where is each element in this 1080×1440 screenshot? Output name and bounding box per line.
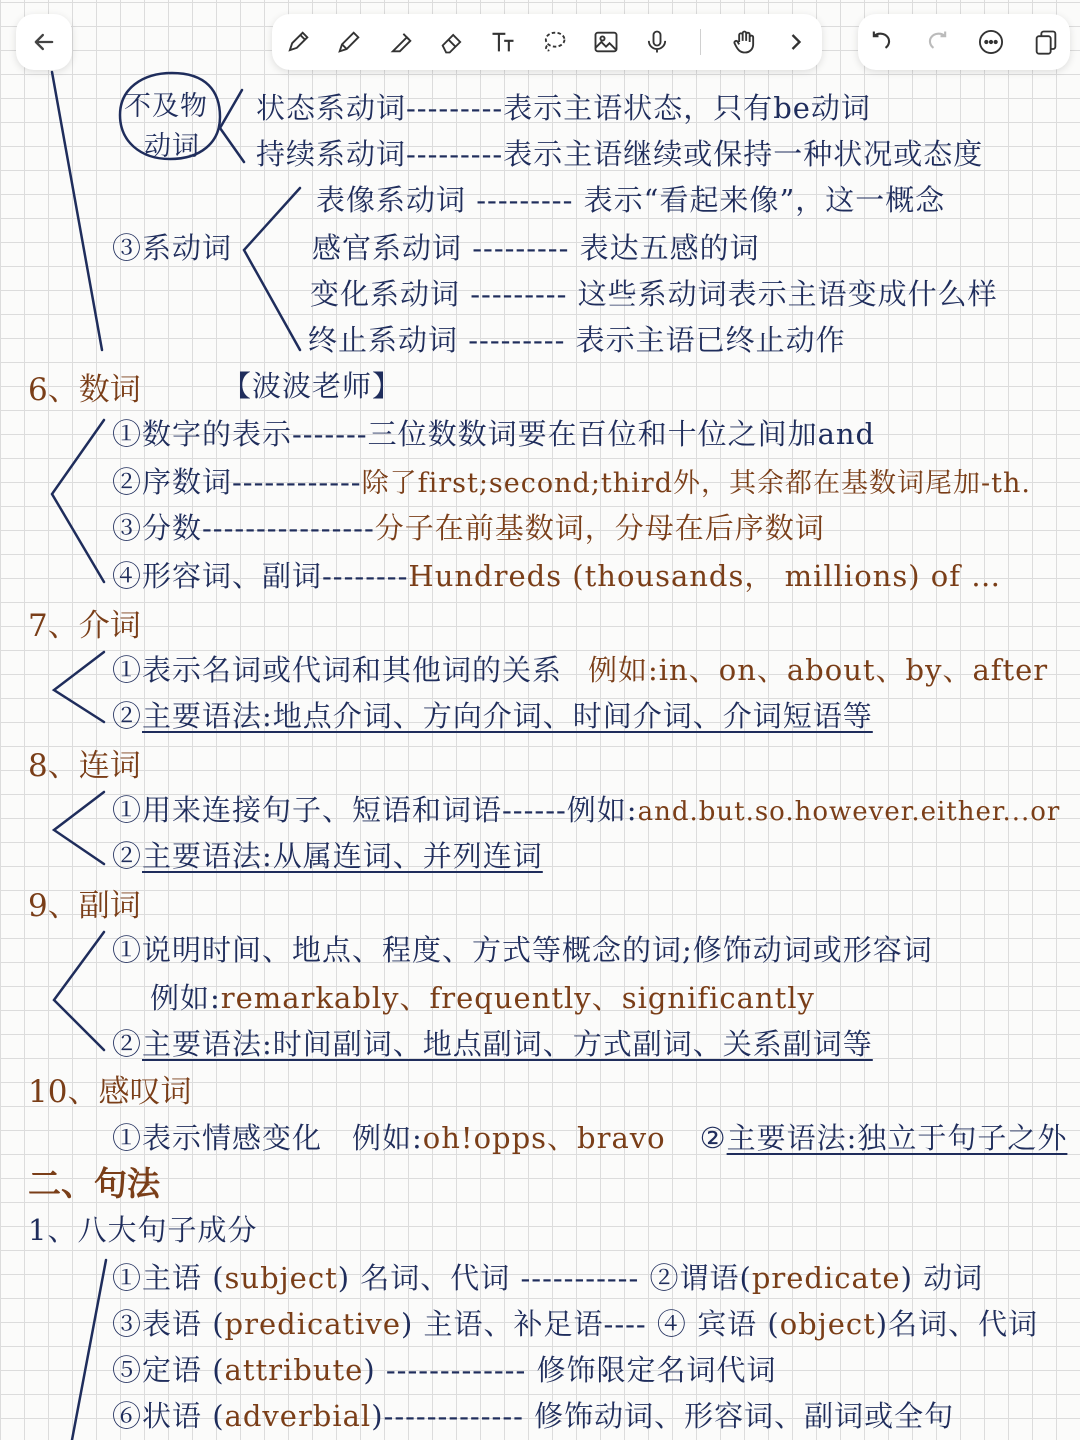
- s6-d-text: Hundreds (thousands， millions) of …: [408, 559, 1002, 593]
- s7-b-text: 主要语法:地点介词、方向介词、时间介词、介词短语等: [142, 699, 873, 733]
- section-8-title: 8、连词: [28, 748, 141, 784]
- s8-b-text: 主要语法:从属连词、并列连词: [142, 839, 543, 873]
- syn4-c: )------------- 修饰动词、形容词、副词或全句: [371, 1399, 955, 1433]
- section-10-title: 10、感叹词: [28, 1074, 192, 1110]
- syn1-b: subject: [224, 1261, 338, 1295]
- linking-line-4: 终止系动词 --------- 表示主语已终止动作: [308, 323, 846, 357]
- syn4-a: ⑥状语 (: [112, 1399, 225, 1433]
- syn2-a: ③表语 (: [112, 1307, 225, 1341]
- syntax-title: 二、句法: [28, 1164, 160, 1203]
- linking-line-2: 感官系动词 --------- 表达五感的词: [312, 231, 760, 265]
- section-7-title: 7、介词: [28, 608, 141, 644]
- s9-line-a: ①说明时间、地点、程度、方式等概念的词;修饰动词或形容词: [112, 933, 933, 967]
- s6-c-label: ③分数----------------: [112, 511, 375, 545]
- s9-line-c: [112, 1022, 873, 1063]
- syn1-a: ①主语 (: [112, 1261, 225, 1295]
- s6-line-d: [112, 554, 1001, 595]
- syn4-b: adverbial: [224, 1399, 372, 1433]
- s10-a-examples: oh!opps、bravo: [422, 1121, 666, 1155]
- s6-b-label: ②序数词------------: [112, 465, 362, 499]
- s7-b-num: ②: [112, 699, 143, 733]
- s6-line-a: ①数字的表示-------三位数数词要在百位和十位之间加and: [112, 417, 876, 451]
- intrans-brace: [220, 90, 244, 162]
- s8-line-a: [112, 788, 1060, 829]
- section-9-title: 9、副词: [28, 888, 141, 924]
- syntax-subtitle: 1、八大句子成分: [28, 1213, 258, 1247]
- s6-line-c: [112, 506, 825, 547]
- syn3-c: ) ------------- 修饰限定名词代词: [363, 1353, 777, 1387]
- linking-brace: [244, 188, 300, 350]
- syn3-a: ⑤定语 (: [112, 1353, 225, 1387]
- teacher-tag: 【波波老师】: [222, 369, 403, 403]
- syn2-d: object: [779, 1307, 876, 1341]
- s9-b-examples: remarkably、frequently、significantly: [220, 981, 815, 1015]
- s8-brace: [54, 792, 104, 864]
- s10-b-num: ②: [699, 1121, 727, 1155]
- s9-c-num: ②: [112, 1027, 143, 1061]
- tree-trunk-line: [52, 72, 102, 350]
- s9-c-text: 主要语法:时间副词、地点副词、方式副词、关系副词等: [142, 1027, 873, 1061]
- s8-a-examples: and.but.so.however.either...or: [637, 797, 1061, 827]
- s10-a-label: 例如:: [352, 1121, 423, 1155]
- s6-b-text: 除了first;second;third外，其余都在基数词尾加-th.: [361, 468, 1031, 499]
- s8-a-text: ①用来连接句子、短语和词语------例如:: [112, 793, 638, 827]
- linking-line-3: 变化系动词 --------- 这些系动词表示主语变成什么样: [310, 277, 998, 311]
- s6-d-label: ④形容词、副词--------: [112, 559, 409, 593]
- s10-a-text: ①表示情感变化: [112, 1121, 323, 1155]
- s8-b-num: ②: [112, 839, 143, 873]
- intrans-line-1: 状态系动词---------表示主语状态，只有be动词: [256, 91, 871, 125]
- s8-line-b: [112, 834, 543, 875]
- syntax-line-2: [112, 1302, 1038, 1343]
- syntax-line-1: [112, 1256, 983, 1297]
- s7-line-b: [112, 694, 873, 735]
- syn3-b: attribute: [224, 1353, 364, 1387]
- s9-brace: [54, 932, 104, 1050]
- s7-line-a: [112, 648, 1048, 689]
- syn1-c: ) 名词、代词 ----------- ②谓语(: [337, 1261, 752, 1295]
- section-6-title: 6、数词: [28, 372, 141, 408]
- s9-line-b: [150, 976, 815, 1017]
- s10-b-text: 主要语法:独立于句子之外: [726, 1121, 1068, 1155]
- s7-a-text: ①表示名词或代词和其他词的关系: [112, 653, 563, 687]
- s9-b-label: 例如:: [150, 981, 221, 1015]
- s7-a-examples: 例如:in、on、about、by、after: [588, 653, 1049, 687]
- s6-brace: [52, 420, 104, 582]
- syn1-e: ) 动词: [900, 1261, 984, 1295]
- syntax-brace-line: [72, 1260, 106, 1440]
- syntax-line-4: [112, 1394, 954, 1435]
- linking-label: ③系动词: [112, 231, 233, 265]
- syntax-line-3: [112, 1348, 776, 1389]
- syn1-d: predicate: [751, 1261, 901, 1295]
- syn2-b: predicative: [224, 1307, 401, 1341]
- s10-line: [112, 1116, 1067, 1157]
- intrans-line-2: 持续系动词---------表示主语继续或保持一种状况或态度: [256, 137, 984, 171]
- syn2-e: )名词、代词: [875, 1307, 1039, 1341]
- s6-c-text: 分子在前基数词，分母在后序数词: [374, 511, 825, 545]
- s7-brace: [54, 652, 104, 722]
- s6-line-b: [112, 460, 1031, 501]
- circle-label-2: 动词: [144, 131, 200, 162]
- circle-label-1: 不及物: [124, 91, 208, 122]
- linking-line-1: 表像系动词 --------- 表示“看起来像”，这一概念: [316, 183, 946, 217]
- syn2-c: ) 主语、补足语---- ④ 宾语 (: [400, 1307, 780, 1341]
